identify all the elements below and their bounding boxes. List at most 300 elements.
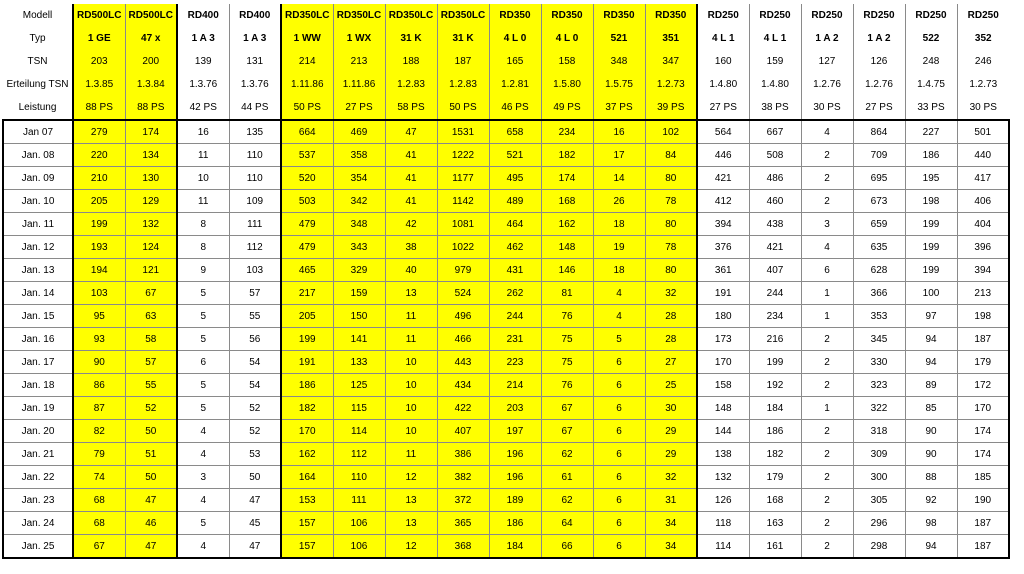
table-cell: 469: [333, 120, 385, 144]
table-cell: 90: [905, 443, 957, 466]
header-cell: 1 A 3: [177, 27, 229, 50]
table-cell: 220: [73, 144, 125, 167]
table-cell: 19: [593, 236, 645, 259]
table-cell: 244: [489, 305, 541, 328]
table-cell: 52: [229, 397, 281, 420]
table-cell: 115: [333, 397, 385, 420]
table-cell: 46: [125, 512, 177, 535]
table-cell: 227: [905, 120, 957, 144]
table-header: [3, 4, 1009, 120]
table-cell: 132: [125, 213, 177, 236]
table-cell: 3: [801, 213, 853, 236]
header-cell: 522: [905, 27, 957, 50]
table-cell: 199: [749, 351, 801, 374]
header-cell: 1.5.80: [541, 73, 593, 96]
table-cell: 434: [437, 374, 489, 397]
table-cell: 103: [229, 259, 281, 282]
table-cell: 564: [697, 120, 749, 144]
table-row: [3, 489, 1009, 512]
table-cell: 4: [177, 443, 229, 466]
table-cell: 11: [177, 144, 229, 167]
table-cell: 4: [801, 120, 853, 144]
table-cell: 4: [177, 535, 229, 559]
table-cell: 76: [541, 305, 593, 328]
table-cell: 8: [177, 236, 229, 259]
table-cell: 76: [541, 374, 593, 397]
header-cell: RD350: [645, 4, 697, 27]
header-cell: 1.4.80: [749, 73, 801, 96]
table-cell: 11: [385, 305, 437, 328]
header-cell: RD350: [593, 4, 645, 27]
table-cell: 190: [957, 489, 1009, 512]
table-row: [3, 167, 1009, 190]
table-cell: 153: [281, 489, 333, 512]
table-cell: 34: [645, 535, 697, 559]
table-cell: 524: [437, 282, 489, 305]
table-cell: 8: [177, 213, 229, 236]
table-cell: 5: [177, 397, 229, 420]
table-cell: 11: [385, 328, 437, 351]
table-cell: 300: [853, 466, 905, 489]
table-cell: 55: [125, 374, 177, 397]
table-cell: 174: [541, 167, 593, 190]
table-cell: 2: [801, 420, 853, 443]
row-label: Jan 07: [3, 120, 73, 144]
table-cell: 199: [905, 259, 957, 282]
header-cell: 4 L 1: [697, 27, 749, 50]
header-cell: 31 K: [437, 27, 489, 50]
row-label: Jan. 13: [3, 259, 73, 282]
table-cell: 42: [385, 213, 437, 236]
table-cell: 1222: [437, 144, 489, 167]
table-cell: 496: [437, 305, 489, 328]
table-cell: 58: [125, 328, 177, 351]
row-label: Jan. 23: [3, 489, 73, 512]
table-cell: 446: [697, 144, 749, 167]
table-cell: 170: [697, 351, 749, 374]
table-cell: 438: [749, 213, 801, 236]
header-cell: 37 PS: [593, 96, 645, 120]
table-cell: 133: [333, 351, 385, 374]
table-cell: 4: [177, 420, 229, 443]
header-label: TSN: [3, 50, 73, 73]
table-cell: 67: [541, 397, 593, 420]
table-row: [3, 512, 1009, 535]
table-cell: 50: [229, 466, 281, 489]
table-cell: 213: [957, 282, 1009, 305]
table-cell: 658: [489, 120, 541, 144]
table-cell: 82: [73, 420, 125, 443]
table-cell: 195: [905, 167, 957, 190]
table-cell: 309: [853, 443, 905, 466]
header-cell: 203: [73, 50, 125, 73]
row-label: Jan. 24: [3, 512, 73, 535]
table-cell: 404: [957, 213, 1009, 236]
header-cell: 521: [593, 27, 645, 50]
table-row: [3, 443, 1009, 466]
header-cell: 188: [385, 50, 437, 73]
table-cell: 2: [801, 144, 853, 167]
header-cell: RD350LC: [437, 4, 489, 27]
table-cell: 56: [229, 328, 281, 351]
table-cell: 47: [125, 535, 177, 559]
header-cell: 30 PS: [957, 96, 1009, 120]
table-cell: 28: [645, 328, 697, 351]
table-cell: 148: [697, 397, 749, 420]
table-cell: 80: [645, 167, 697, 190]
table-cell: 186: [749, 420, 801, 443]
header-cell: RD250: [697, 4, 749, 27]
header-cell: 88 PS: [73, 96, 125, 120]
table-cell: 186: [905, 144, 957, 167]
table-cell: 521: [489, 144, 541, 167]
table-cell: 10: [385, 351, 437, 374]
table-cell: 182: [541, 144, 593, 167]
table-cell: 50: [125, 466, 177, 489]
table-cell: 1: [801, 397, 853, 420]
table-cell: 173: [697, 328, 749, 351]
header-cell: 1.2.73: [645, 73, 697, 96]
table-cell: 11: [385, 443, 437, 466]
table-cell: 673: [853, 190, 905, 213]
table-cell: 126: [697, 489, 749, 512]
header-cell: 127: [801, 50, 853, 73]
header-cell: 200: [125, 50, 177, 73]
table-cell: 163: [749, 512, 801, 535]
table-row: [3, 236, 1009, 259]
header-cell: 131: [229, 50, 281, 73]
table-cell: 186: [489, 512, 541, 535]
table-cell: 45: [229, 512, 281, 535]
table-cell: 98: [905, 512, 957, 535]
table-cell: 1022: [437, 236, 489, 259]
table-cell: 80: [645, 213, 697, 236]
table-cell: 114: [333, 420, 385, 443]
header-cell: 1.3.85: [73, 73, 125, 96]
table-row: [3, 144, 1009, 167]
table-cell: 2: [801, 443, 853, 466]
header-label: Leistung: [3, 96, 73, 120]
table-cell: 168: [749, 489, 801, 512]
table-cell: 18: [593, 259, 645, 282]
header-cell: 159: [749, 50, 801, 73]
table-cell: 62: [541, 443, 593, 466]
row-label: Jan. 14: [3, 282, 73, 305]
table-cell: 102: [645, 120, 697, 144]
table-cell: 81: [541, 282, 593, 305]
table-cell: 305: [853, 489, 905, 512]
table-cell: 32: [645, 282, 697, 305]
table-cell: 6: [177, 351, 229, 374]
header-cell: 27 PS: [697, 96, 749, 120]
table-cell: 2: [801, 351, 853, 374]
table-cell: 628: [853, 259, 905, 282]
table-cell: 372: [437, 489, 489, 512]
header-cell: 42 PS: [177, 96, 229, 120]
table-cell: 6: [593, 512, 645, 535]
header-cell: RD250: [853, 4, 905, 27]
table-cell: 659: [853, 213, 905, 236]
table-cell: 170: [957, 397, 1009, 420]
table-cell: 185: [957, 466, 1009, 489]
table-cell: 16: [177, 120, 229, 144]
table-cell: 354: [333, 167, 385, 190]
table-cell: 394: [697, 213, 749, 236]
table-cell: 2: [801, 512, 853, 535]
registration-table: [2, 4, 1010, 559]
table-cell: 2: [801, 489, 853, 512]
table-cell: 376: [697, 236, 749, 259]
table-cell: 34: [645, 512, 697, 535]
table-cell: 6: [593, 466, 645, 489]
table-cell: 4: [593, 282, 645, 305]
table-cell: 234: [749, 305, 801, 328]
table-cell: 93: [73, 328, 125, 351]
table-cell: 366: [853, 282, 905, 305]
table-cell: 78: [645, 190, 697, 213]
table-row: [3, 397, 1009, 420]
table-cell: 118: [697, 512, 749, 535]
table-cell: 462: [489, 236, 541, 259]
table-cell: 141: [333, 328, 385, 351]
table-row: [3, 120, 1009, 144]
table-cell: 2: [801, 374, 853, 397]
table-cell: 47: [229, 535, 281, 559]
table-cell: 75: [541, 351, 593, 374]
table-cell: 182: [749, 443, 801, 466]
table-cell: 421: [749, 236, 801, 259]
table-cell: 460: [749, 190, 801, 213]
table-cell: 16: [593, 120, 645, 144]
table-cell: 51: [125, 443, 177, 466]
header-cell: 1 A 3: [229, 27, 281, 50]
header-cell: 1.3.84: [125, 73, 177, 96]
table-cell: 2: [801, 466, 853, 489]
header-cell: 30 PS: [801, 96, 853, 120]
header-cell: 139: [177, 50, 229, 73]
table-row: [3, 190, 1009, 213]
table-cell: 9: [177, 259, 229, 282]
table-cell: 125: [333, 374, 385, 397]
header-cell: 27 PS: [333, 96, 385, 120]
table-cell: 223: [489, 351, 541, 374]
table-cell: 84: [645, 144, 697, 167]
table-row: [3, 259, 1009, 282]
table-cell: 443: [437, 351, 489, 374]
row-label: Jan. 08: [3, 144, 73, 167]
table-cell: 38: [385, 236, 437, 259]
table-cell: 479: [281, 213, 333, 236]
table-cell: 440: [957, 144, 1009, 167]
header-row: [3, 50, 1009, 73]
table-cell: 262: [489, 282, 541, 305]
table-cell: 464: [489, 213, 541, 236]
header-cell: 1.4.75: [905, 73, 957, 96]
table-cell: 979: [437, 259, 489, 282]
header-cell: 1.3.76: [229, 73, 281, 96]
table-cell: 170: [281, 420, 333, 443]
table-cell: 31: [645, 489, 697, 512]
table-cell: 148: [541, 236, 593, 259]
header-cell: 165: [489, 50, 541, 73]
table-cell: 465: [281, 259, 333, 282]
header-cell: RD250: [957, 4, 1009, 27]
table-cell: 63: [125, 305, 177, 328]
table-cell: 114: [697, 535, 749, 559]
table-cell: 47: [385, 120, 437, 144]
table-cell: 40: [385, 259, 437, 282]
table-cell: 161: [749, 535, 801, 559]
table-cell: 106: [333, 535, 385, 559]
table-cell: 330: [853, 351, 905, 374]
table-cell: 407: [749, 259, 801, 282]
table-cell: 386: [437, 443, 489, 466]
table-cell: 5: [177, 305, 229, 328]
table-cell: 187: [957, 535, 1009, 559]
table-cell: 41: [385, 190, 437, 213]
table-row: [3, 535, 1009, 559]
table-cell: 106: [333, 512, 385, 535]
table-cell: 486: [749, 167, 801, 190]
header-cell: 46 PS: [489, 96, 541, 120]
table-cell: 97: [905, 305, 957, 328]
table-row: [3, 420, 1009, 443]
table-cell: 361: [697, 259, 749, 282]
header-cell: 1.3.76: [177, 73, 229, 96]
table-cell: 4: [593, 305, 645, 328]
table-cell: 68: [73, 512, 125, 535]
table-cell: 112: [229, 236, 281, 259]
table-cell: 172: [957, 374, 1009, 397]
header-cell: RD350: [541, 4, 593, 27]
table-cell: 348: [333, 213, 385, 236]
table-cell: 100: [905, 282, 957, 305]
table-cell: 203: [489, 397, 541, 420]
table-cell: 2: [801, 535, 853, 559]
header-cell: 352: [957, 27, 1009, 50]
table-cell: 6: [593, 535, 645, 559]
header-cell: 126: [853, 50, 905, 73]
table-row: [3, 466, 1009, 489]
table-cell: 6: [593, 420, 645, 443]
table-cell: 537: [281, 144, 333, 167]
table-cell: 179: [957, 351, 1009, 374]
table-cell: 159: [333, 282, 385, 305]
header-row: [3, 4, 1009, 27]
header-label: Erteilung TSN: [3, 73, 73, 96]
header-cell: 213: [333, 50, 385, 73]
table-cell: 396: [957, 236, 1009, 259]
table-cell: 50: [125, 420, 177, 443]
table-cell: 382: [437, 466, 489, 489]
table-cell: 138: [697, 443, 749, 466]
table-cell: 187: [957, 512, 1009, 535]
row-label: Jan. 11: [3, 213, 73, 236]
table-cell: 342: [333, 190, 385, 213]
table-cell: 110: [229, 144, 281, 167]
header-cell: 4 L 0: [541, 27, 593, 50]
row-label: Jan. 22: [3, 466, 73, 489]
table-cell: 75: [541, 328, 593, 351]
table-cell: 217: [281, 282, 333, 305]
table-cell: 2: [801, 190, 853, 213]
table-cell: 345: [853, 328, 905, 351]
table-cell: 635: [853, 236, 905, 259]
header-cell: 88 PS: [125, 96, 177, 120]
table-cell: 47: [229, 489, 281, 512]
table-cell: 26: [593, 190, 645, 213]
table-row: [3, 282, 1009, 305]
table-cell: 489: [489, 190, 541, 213]
header-cell: RD500LC: [73, 4, 125, 27]
table-cell: 10: [385, 374, 437, 397]
table-cell: 111: [229, 213, 281, 236]
table-cell: 132: [697, 466, 749, 489]
table-cell: 18: [593, 213, 645, 236]
table-cell: 80: [645, 259, 697, 282]
header-row: [3, 27, 1009, 50]
table-cell: 6: [593, 351, 645, 374]
header-cell: 1 A 2: [801, 27, 853, 50]
header-cell: 1.2.73: [957, 73, 1009, 96]
row-label: Jan. 10: [3, 190, 73, 213]
table-cell: 194: [73, 259, 125, 282]
table-cell: 32: [645, 466, 697, 489]
table-cell: 135: [229, 120, 281, 144]
header-cell: 50 PS: [281, 96, 333, 120]
table-cell: 90: [73, 351, 125, 374]
table-cell: 1: [801, 282, 853, 305]
table-cell: 54: [229, 374, 281, 397]
table-cell: 90: [905, 420, 957, 443]
table-cell: 298: [853, 535, 905, 559]
header-cell: 347: [645, 50, 697, 73]
table-cell: 129: [125, 190, 177, 213]
table-cell: 279: [73, 120, 125, 144]
table-cell: 14: [593, 167, 645, 190]
table-cell: 94: [905, 535, 957, 559]
table-cell: 709: [853, 144, 905, 167]
table-cell: 94: [905, 328, 957, 351]
table-cell: 64: [541, 512, 593, 535]
table-cell: 13: [385, 282, 437, 305]
table-cell: 6: [593, 443, 645, 466]
table-cell: 422: [437, 397, 489, 420]
header-cell: 44 PS: [229, 96, 281, 120]
row-label: Jan. 16: [3, 328, 73, 351]
table-cell: 85: [905, 397, 957, 420]
table-cell: 1177: [437, 167, 489, 190]
table-cell: 667: [749, 120, 801, 144]
table-cell: 368: [437, 535, 489, 559]
table-cell: 112: [333, 443, 385, 466]
table-cell: 74: [73, 466, 125, 489]
header-cell: 1.2.81: [489, 73, 541, 96]
table-cell: 6: [593, 397, 645, 420]
header-cell: 187: [437, 50, 489, 73]
table-cell: 174: [125, 120, 177, 144]
table-cell: 157: [281, 535, 333, 559]
table-cell: 5: [593, 328, 645, 351]
table-cell: 199: [905, 213, 957, 236]
table-cell: 79: [73, 443, 125, 466]
row-label: Jan. 09: [3, 167, 73, 190]
table-cell: 146: [541, 259, 593, 282]
header-cell: 214: [281, 50, 333, 73]
table-cell: 67: [541, 420, 593, 443]
table-cell: 234: [541, 120, 593, 144]
table-cell: 479: [281, 236, 333, 259]
